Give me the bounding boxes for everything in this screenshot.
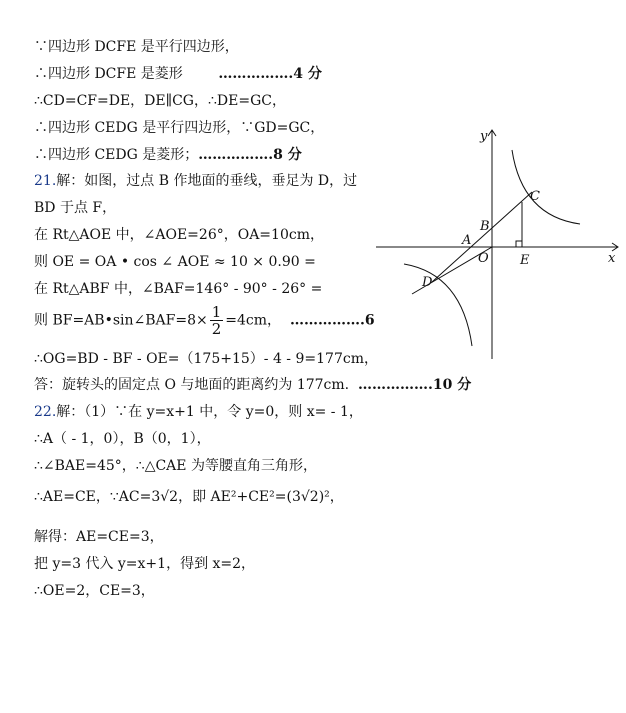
score-4: …………….4 分 <box>218 66 322 82</box>
score-8: …………….8 分 <box>198 147 302 163</box>
line-10: 在 Rt△ABF 中，∠BAF=146° - 90° - 26° = <box>34 281 323 297</box>
line-12: ∴OG=BD - BF - OE=（175+15）- 4 - 9=177cm， <box>34 351 378 367</box>
line-20: ∴OE=2，CE=3， <box>34 583 155 599</box>
line-17: ∴AE=CE，∵AC=3√2，即 AE²+CE²=(3√2)²， <box>34 489 344 505</box>
label-x: x <box>608 251 616 266</box>
line-1: ∵四边形 DCFE 是平行四边形， <box>34 39 239 55</box>
label-O: O <box>478 251 489 266</box>
line-6: 21.解：如图，过点 B 作地面的垂线，垂足为 D，过 <box>34 173 358 189</box>
right-angle-mark <box>516 241 522 247</box>
label-D: D <box>422 275 433 290</box>
line-11: 则 BF=AB•sin∠BAF=8× $\frac{1}{2}$ =4cm， …………….6 <box>34 303 375 338</box>
line-16: ∴∠BAE=45°，∴△CAE 为等腰直角三角形， <box>34 458 317 474</box>
line-5: ∴四边形 CEDG 是菱形；…………….8 分 <box>34 147 302 163</box>
line-18: 解得：AE=CE=3， <box>34 529 164 545</box>
label-E: E <box>520 253 530 268</box>
score-6: …………….6 <box>289 312 375 329</box>
line-7: BD 于点 F， <box>34 200 117 216</box>
line-14: 22.解：（1）∵在 y=x+1 中，令 y=0，则 x= - 1， <box>34 404 363 420</box>
fraction-half: $\frac{1}{2}$ <box>211 303 222 338</box>
score-10: …………….10 分 <box>358 377 472 393</box>
line-13: 答：旋转头的固定点 O 与地面的距离约为 177cm. …………….10 分 <box>34 377 472 393</box>
line-y-eq-x-plus-1 <box>432 192 532 282</box>
label-B: B <box>480 219 490 234</box>
line-4: ∴四边形 CEDG 是平行四边形，∵GD=GC， <box>34 120 325 136</box>
coordinate-figure <box>372 124 622 364</box>
line-9: 则 OE = OA • cos ∠ AOE ≈ 10 × 0.90 = <box>34 254 316 270</box>
label-A: A <box>462 233 472 248</box>
line-3: ∴CD=CF=DE，DE∥CG，∴DE=GC， <box>34 93 286 109</box>
line-2: ∴四边形 DCFE 是菱形 …………….4 分 <box>34 66 322 82</box>
line-15: ∴A（ - 1，0），B（0，1）， <box>34 431 211 447</box>
line-19: 把 y=3 代入 y=x+1，得到 x=2， <box>34 556 256 572</box>
line-8: 在 Rt△AOE 中，∠AOE=26°，OA=10cm， <box>34 227 324 243</box>
label-C: C <box>530 189 540 204</box>
label-y: y <box>480 129 488 144</box>
